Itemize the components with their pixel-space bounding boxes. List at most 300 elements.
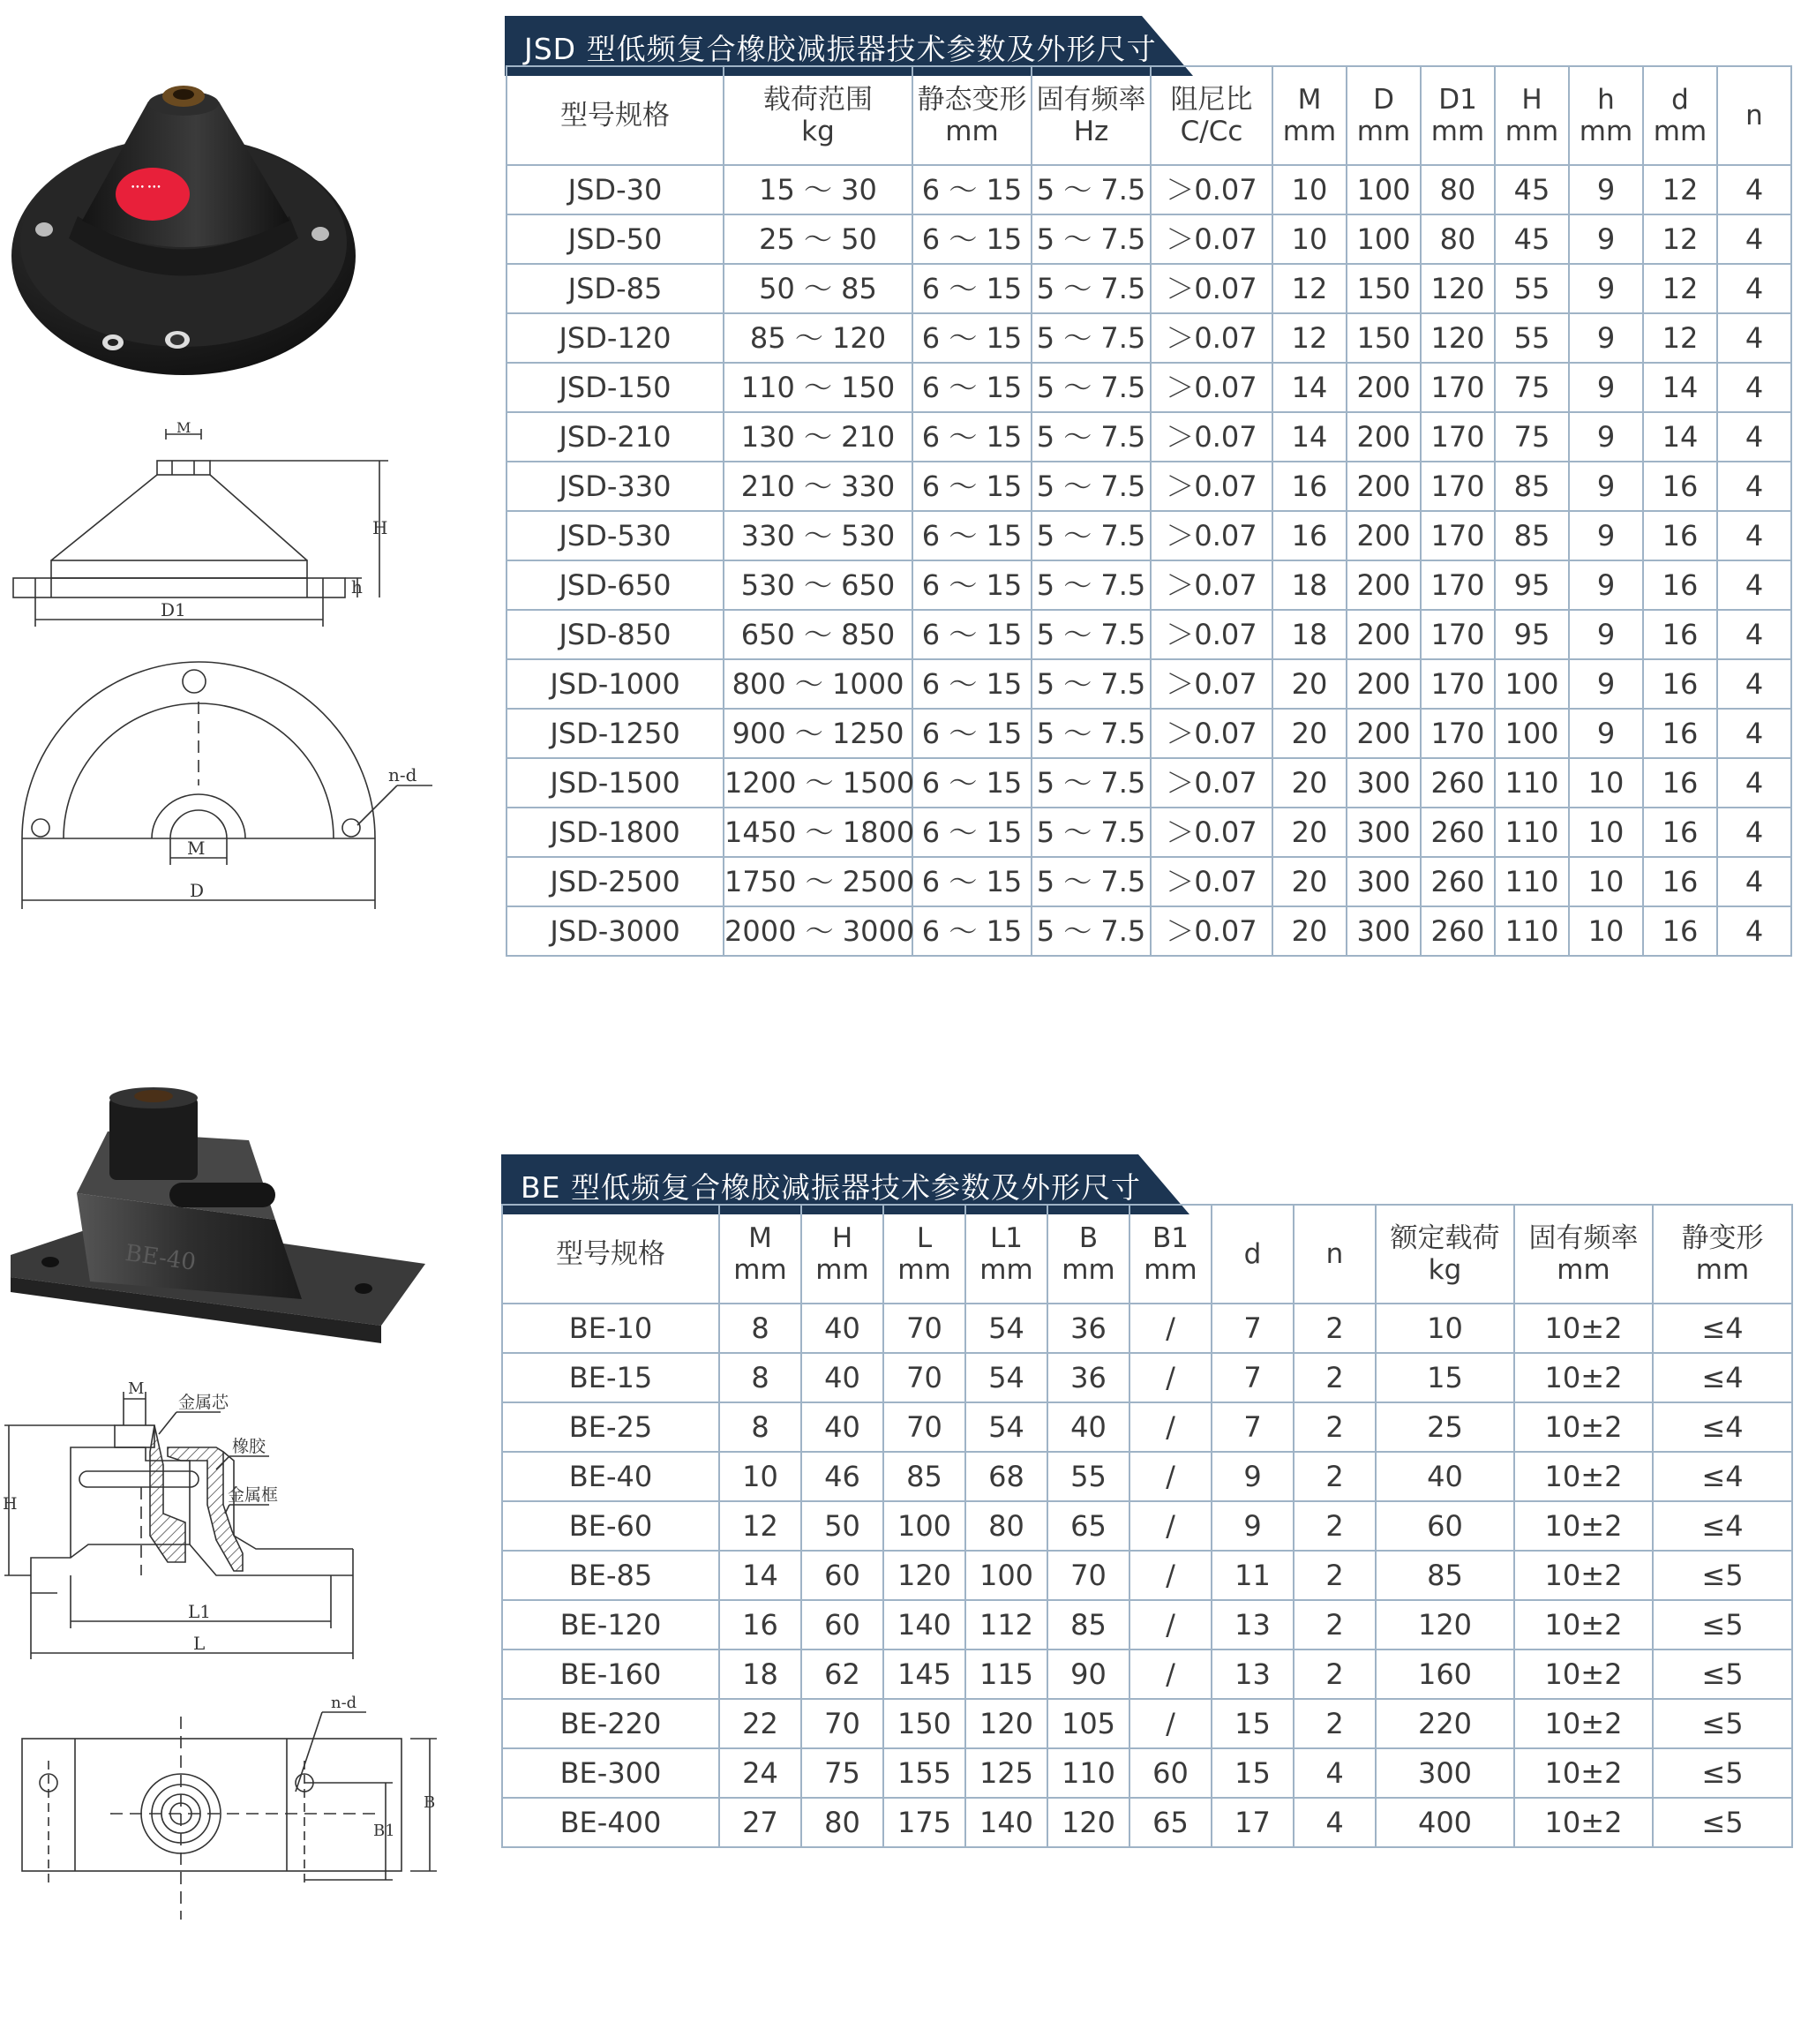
be-table-cell: 120 <box>1376 1600 1514 1649</box>
be-table-cell: 15 <box>1212 1748 1294 1798</box>
jsd-dim-m: M <box>176 419 191 436</box>
jsd-table-cell: 16 <box>1643 808 1717 857</box>
be-table-cell: 7 <box>1212 1304 1294 1353</box>
jsd-table-cell: 4 <box>1717 511 1791 560</box>
jsd-table-cell: 260 <box>1421 808 1495 857</box>
jsd-table-cell: 5 ～ 7.5 <box>1032 363 1151 412</box>
jsd-table-row <box>507 659 1791 709</box>
be-table-cell: 68 <box>965 1452 1047 1501</box>
jsd-table-cell: ＞0.07 <box>1151 412 1272 462</box>
be-table-row <box>502 1452 1792 1501</box>
be-table-cell: 2 <box>1294 1353 1376 1402</box>
jsd-table-cell: 300 <box>1347 808 1421 857</box>
jsd-table-cell: 85 <box>1495 462 1569 511</box>
jsd-table-cell: 9 <box>1569 165 1643 214</box>
jsd-table-cell: 6 ～ 15 <box>912 857 1032 906</box>
jsd-table-cell: 5 ～ 7.5 <box>1032 758 1151 808</box>
be-table-cell: 40 <box>801 1353 883 1402</box>
be-table-cell: 10±2 <box>1514 1501 1653 1551</box>
jsd-col-header-line: mm <box>1356 116 1411 147</box>
be-table-cell: 54 <box>965 1402 1047 1452</box>
jsd-table-cell: 170 <box>1421 412 1495 462</box>
be-table-cell: 4 <box>1294 1798 1376 1847</box>
jsd-col-header <box>1717 66 1791 165</box>
be-table-cell: 70 <box>883 1402 965 1452</box>
be-table-cell: 18 <box>719 1649 801 1699</box>
be-table-cell: BE-400 <box>502 1798 719 1847</box>
jsd-col-header <box>1643 66 1717 165</box>
jsd-table-cell: 6 ～ 15 <box>912 511 1032 560</box>
jsd-table-row <box>507 511 1791 560</box>
jsd-table-cell: 110 <box>1495 808 1569 857</box>
jsd-table-cell: 200 <box>1347 412 1421 462</box>
be-table-cell: 70 <box>1047 1551 1129 1600</box>
be-table-cell: 125 <box>965 1748 1047 1798</box>
be-table-cell: BE-10 <box>502 1304 719 1353</box>
be-table-cell: 120 <box>1047 1798 1129 1847</box>
be-table-cell: 15 <box>1376 1353 1514 1402</box>
jsd-table-cell: 12 <box>1643 313 1717 363</box>
jsd-table-cell: 4 <box>1717 412 1791 462</box>
jsd-table-cell: JSD-3000 <box>507 906 724 956</box>
be-table-cell: / <box>1129 1452 1212 1501</box>
jsd-table-cell: JSD-1000 <box>507 659 724 709</box>
jsd-table-cell: ＞0.07 <box>1151 808 1272 857</box>
jsd-table-cell: 6 ～ 15 <box>912 412 1032 462</box>
be-col-header <box>1129 1205 1212 1304</box>
be-table-row <box>502 1600 1792 1649</box>
be-col-header <box>719 1205 801 1304</box>
jsd-table-cell: 260 <box>1421 906 1495 956</box>
be-col-header-line: L <box>916 1222 933 1254</box>
jsd-table-cell: 50 ～ 85 <box>724 264 912 313</box>
jsd-table-cell: 120 <box>1421 264 1495 313</box>
jsd-table-cell: 18 <box>1272 610 1347 659</box>
be-table-cell: 400 <box>1376 1798 1514 1847</box>
be-col-header-line: mm <box>733 1254 787 1286</box>
jsd-dim-d: D <box>190 880 205 901</box>
be-col-header-line: mm <box>1062 1254 1115 1286</box>
jsd-table-cell: ＞0.07 <box>1151 462 1272 511</box>
be-table-cell: 65 <box>1129 1798 1212 1847</box>
jsd-table-cell: 12 <box>1272 264 1347 313</box>
jsd-table-cell: 4 <box>1717 906 1791 956</box>
jsd-table-cell: 16 <box>1272 511 1347 560</box>
jsd-table-row <box>507 264 1791 313</box>
be-table-cell: 17 <box>1212 1798 1294 1847</box>
jsd-table-cell: 5 ～ 7.5 <box>1032 808 1151 857</box>
jsd-table-cell: 6 ～ 15 <box>912 758 1032 808</box>
jsd-table-cell: 16 <box>1643 709 1717 758</box>
be-table-cell: 120 <box>883 1551 965 1600</box>
jsd-table-cell: 530 ～ 650 <box>724 560 912 610</box>
be-table-cell: / <box>1129 1402 1212 1452</box>
be-table-cell: 160 <box>1376 1649 1514 1699</box>
jsd-table-cell: 200 <box>1347 363 1421 412</box>
jsd-table-cell: 80 <box>1421 165 1495 214</box>
jsd-table-cell: 5 ～ 7.5 <box>1032 462 1151 511</box>
be-table-cell: 11 <box>1212 1551 1294 1600</box>
be-col-header <box>1294 1205 1376 1304</box>
be-product-mark: BE-40 <box>123 1239 198 1276</box>
be-col-header-line: mm <box>979 1254 1033 1286</box>
jsd-table-cell: ＞0.07 <box>1151 659 1272 709</box>
jsd-table-row <box>507 808 1791 857</box>
jsd-table-cell: JSD-210 <box>507 412 724 462</box>
jsd-col-header <box>912 66 1032 165</box>
be-table-cell: 60 <box>801 1551 883 1600</box>
jsd-table-cell: ＞0.07 <box>1151 511 1272 560</box>
be-table-cell: 110 <box>1047 1748 1129 1798</box>
jsd-table-cell: 14 <box>1272 412 1347 462</box>
jsd-table-cell: ＞0.07 <box>1151 165 1272 214</box>
be-dim-b1: B1 <box>373 1822 395 1840</box>
jsd-table-cell: 200 <box>1347 462 1421 511</box>
jsd-table-cell: JSD-50 <box>507 214 724 264</box>
jsd-table-cell: JSD-1250 <box>507 709 724 758</box>
be-col-header-line: mm <box>1557 1254 1610 1286</box>
be-table-cell: 25 <box>1376 1402 1514 1452</box>
jsd-table-cell: 14 <box>1643 412 1717 462</box>
be-table-cell: / <box>1129 1600 1212 1649</box>
be-table-cell: 2 <box>1294 1304 1376 1353</box>
jsd-table-cell: 80 <box>1421 214 1495 264</box>
be-table-cell: ≤4 <box>1653 1452 1792 1501</box>
jsd-table-cell: 100 <box>1495 659 1569 709</box>
be-col-header-line: M <box>748 1222 772 1254</box>
be-table-cell: ≤4 <box>1653 1501 1792 1551</box>
jsd-table-cell: 900 ～ 1250 <box>724 709 912 758</box>
jsd-table-cell: 200 <box>1347 610 1421 659</box>
be-table-cell: 2 <box>1294 1551 1376 1600</box>
be-table-cell: 65 <box>1047 1501 1129 1551</box>
be-col-header-line: 型号规格 <box>556 1238 665 1270</box>
be-table-cell: 15 <box>1212 1699 1294 1748</box>
jsd-table-cell: 5 ～ 7.5 <box>1032 560 1151 610</box>
be-product-photo <box>11 1087 425 1343</box>
jsd-table-cell: 95 <box>1495 610 1569 659</box>
be-table-row <box>502 1353 1792 1402</box>
jsd-table-cell: 6 ～ 15 <box>912 214 1032 264</box>
be-dim-nd: n-d <box>331 1694 357 1712</box>
be-table-cell: BE-25 <box>502 1402 719 1452</box>
jsd-table-cell: 170 <box>1421 659 1495 709</box>
jsd-col-header-line: mm <box>1282 116 1337 147</box>
jsd-table-cell: 9 <box>1569 610 1643 659</box>
jsd-col-header-line: Hz <box>1073 116 1109 147</box>
be-table-cell: 220 <box>1376 1699 1514 1748</box>
jsd-table-cell: 6 ～ 15 <box>912 462 1032 511</box>
jsd-table-cell: ＞0.07 <box>1151 560 1272 610</box>
jsd-table-cell: 150 <box>1347 264 1421 313</box>
be-table-cell: 175 <box>883 1798 965 1847</box>
be-table-cell: 7 <box>1212 1353 1294 1402</box>
jsd-table-cell: 170 <box>1421 511 1495 560</box>
jsd-table-cell: ＞0.07 <box>1151 906 1272 956</box>
jsd-table-cell: 200 <box>1347 560 1421 610</box>
jsd-table-cell: 4 <box>1717 363 1791 412</box>
jsd-table-cell: 9 <box>1569 214 1643 264</box>
jsd-table-cell: 6 ～ 15 <box>912 906 1032 956</box>
be-table-row <box>502 1748 1792 1798</box>
jsd-side-drawing <box>9 419 397 635</box>
jsd-col-header-line: d <box>1671 84 1689 116</box>
be-col-header-line: mm <box>815 1254 869 1286</box>
jsd-table-cell: 20 <box>1272 659 1347 709</box>
be-table-cell: 300 <box>1376 1748 1514 1798</box>
jsd-table-cell: 170 <box>1421 363 1495 412</box>
jsd-table-cell: 1750 ～ 2500 <box>724 857 912 906</box>
be-table-cell: 70 <box>883 1353 965 1402</box>
be-table-cell: ≤5 <box>1653 1600 1792 1649</box>
jsd-table-cell: 16 <box>1643 560 1717 610</box>
be-col-header <box>1514 1205 1653 1304</box>
be-table-cell: 85 <box>1376 1551 1514 1600</box>
jsd-table-row <box>507 857 1791 906</box>
jsd-table-row <box>507 412 1791 462</box>
jsd-table-cell: 10 <box>1272 214 1347 264</box>
be-label-frame: 金属框 <box>228 1485 279 1505</box>
jsd-col-header <box>724 66 912 165</box>
be-col-header <box>801 1205 883 1304</box>
be-table-cell: BE-300 <box>502 1748 719 1798</box>
jsd-table-cell: JSD-850 <box>507 610 724 659</box>
be-table-cell: BE-85 <box>502 1551 719 1600</box>
jsd-table-cell: 14 <box>1272 363 1347 412</box>
jsd-table-cell: 260 <box>1421 758 1495 808</box>
be-table-cell: ≤5 <box>1653 1748 1792 1798</box>
be-col-header <box>1047 1205 1129 1304</box>
jsd-table-cell: 5 ～ 7.5 <box>1032 264 1151 313</box>
jsd-table-row <box>507 758 1791 808</box>
jsd-table-cell: 18 <box>1272 560 1347 610</box>
jsd-table-cell: 110 <box>1495 857 1569 906</box>
be-table-cell: / <box>1129 1304 1212 1353</box>
be-title: BE 型低频复合橡胶减振器技术参数及外形尺寸 <box>521 1170 1141 1205</box>
jsd-table-cell: 210 ～ 330 <box>724 462 912 511</box>
be-table-cell: 10±2 <box>1514 1699 1653 1748</box>
jsd-title: JSD 型低频复合橡胶减振器技术参数及外形尺寸 <box>524 32 1157 66</box>
be-col-header-line: H <box>831 1222 853 1254</box>
jsd-table-cell: 4 <box>1717 313 1791 363</box>
be-label-core: 金属芯 <box>178 1393 229 1412</box>
jsd-table-cell: JSD-1800 <box>507 808 724 857</box>
jsd-table-cell: 4 <box>1717 857 1791 906</box>
be-table-cell: ≤4 <box>1653 1304 1792 1353</box>
be-col-header-line: n <box>1325 1238 1344 1270</box>
be-table-cell: 10 <box>719 1452 801 1501</box>
jsd-table-cell: 75 <box>1495 363 1569 412</box>
jsd-table-cell: 45 <box>1495 214 1569 264</box>
jsd-table-cell: 6 ～ 15 <box>912 808 1032 857</box>
be-table-cell: / <box>1129 1699 1212 1748</box>
jsd-table-cell: ＞0.07 <box>1151 709 1272 758</box>
jsd-table-cell: 1450 ～ 1800 <box>724 808 912 857</box>
be-table-cell: 2 <box>1294 1452 1376 1501</box>
be-col-header-line: d <box>1243 1238 1262 1270</box>
be-col-header <box>1653 1205 1792 1304</box>
jsd-table-cell: 25 ～ 50 <box>724 214 912 264</box>
jsd-table-cell: 5 ～ 7.5 <box>1032 313 1151 363</box>
be-table-cell: 13 <box>1212 1600 1294 1649</box>
be-table-cell: 150 <box>883 1699 965 1748</box>
jsd-table-cell: 16 <box>1643 758 1717 808</box>
jsd-table-cell: 9 <box>1569 560 1643 610</box>
be-table-cell: 40 <box>801 1304 883 1353</box>
be-table-cell: 10±2 <box>1514 1452 1653 1501</box>
be-table-cell: 100 <box>883 1501 965 1551</box>
jsd-table-cell: 4 <box>1717 264 1791 313</box>
jsd-table-cell: 300 <box>1347 758 1421 808</box>
jsd-table-cell: 170 <box>1421 610 1495 659</box>
be-col-header <box>1212 1205 1294 1304</box>
be-table-cell: 75 <box>801 1748 883 1798</box>
be-side-drawing <box>4 1372 393 1672</box>
jsd-table-cell: ＞0.07 <box>1151 264 1272 313</box>
jsd-table-cell: 5 ～ 7.5 <box>1032 511 1151 560</box>
be-table-cell: 2 <box>1294 1649 1376 1699</box>
jsd-table-cell: 130 ～ 210 <box>724 412 912 462</box>
jsd-table-cell: 260 <box>1421 857 1495 906</box>
jsd-col-header-line: M <box>1297 84 1322 116</box>
be-table-cell: 27 <box>719 1798 801 1847</box>
be-table-cell: 36 <box>1047 1353 1129 1402</box>
be-table-cell: ≤4 <box>1653 1353 1792 1402</box>
jsd-table-cell: 14 <box>1643 363 1717 412</box>
jsd-table-cell: 4 <box>1717 610 1791 659</box>
be-table-cell: 10±2 <box>1514 1353 1653 1402</box>
jsd-product-photo <box>7 84 360 384</box>
jsd-table-cell: 85 <box>1495 511 1569 560</box>
be-table-cell: 54 <box>965 1353 1047 1402</box>
jsd-table-cell: JSD-2500 <box>507 857 724 906</box>
be-col-header-line: L1 <box>990 1222 1023 1254</box>
be-col-header <box>502 1205 719 1304</box>
be-table-cell: 10±2 <box>1514 1748 1653 1798</box>
be-table-cell: 10 <box>1376 1304 1514 1353</box>
jsd-table-cell: 200 <box>1347 511 1421 560</box>
jsd-table-cell: 9 <box>1569 363 1643 412</box>
jsd-col-header <box>1421 66 1495 165</box>
jsd-table-cell: 100 <box>1347 165 1421 214</box>
jsd-table-cell: JSD-1500 <box>507 758 724 808</box>
be-table-cell: BE-120 <box>502 1600 719 1649</box>
be-table-cell: / <box>1129 1551 1212 1600</box>
svg-text:••• •••: ••• ••• <box>131 184 161 192</box>
jsd-col-header <box>1272 66 1347 165</box>
jsd-table-cell: 10 <box>1272 165 1347 214</box>
jsd-table-cell: 55 <box>1495 264 1569 313</box>
be-table-cell: 70 <box>883 1304 965 1353</box>
jsd-table-cell: JSD-85 <box>507 264 724 313</box>
be-table-cell: 10±2 <box>1514 1304 1653 1353</box>
be-dim-b: B <box>424 1793 436 1812</box>
jsd-table-cell: 55 <box>1495 313 1569 363</box>
be-table-cell: 80 <box>801 1798 883 1847</box>
be-table-cell: ≤4 <box>1653 1402 1792 1452</box>
jsd-table-cell: 200 <box>1347 709 1421 758</box>
jsd-col-header-line: mm <box>1505 116 1559 147</box>
jsd-table-cell: 5 ～ 7.5 <box>1032 412 1151 462</box>
be-table-cell: 100 <box>965 1551 1047 1600</box>
be-table-row <box>502 1699 1792 1748</box>
jsd-table-cell: 9 <box>1569 659 1643 709</box>
jsd-col-header-line: D <box>1373 84 1394 116</box>
be-table-cell: BE-15 <box>502 1353 719 1402</box>
be-col-header-line: kg <box>1428 1254 1462 1286</box>
jsd-table-cell: 16 <box>1643 857 1717 906</box>
jsd-table-cell: 5 ～ 7.5 <box>1032 610 1151 659</box>
be-table-cell: BE-40 <box>502 1452 719 1501</box>
jsd-col-header <box>1569 66 1643 165</box>
be-table-cell: 115 <box>965 1649 1047 1699</box>
be-table-row <box>502 1501 1792 1551</box>
jsd-table-cell: 12 <box>1643 165 1717 214</box>
jsd-table-cell: 95 <box>1495 560 1569 610</box>
be-col-header-line: 固有频率 <box>1528 1222 1639 1254</box>
jsd-table-cell: 12 <box>1643 214 1717 264</box>
jsd-table-cell: 5 ～ 7.5 <box>1032 165 1151 214</box>
be-table-cell: 10±2 <box>1514 1600 1653 1649</box>
be-table-cell: 70 <box>801 1699 883 1748</box>
jsd-col-header <box>1151 66 1272 165</box>
jsd-table-cell: 10 <box>1569 857 1643 906</box>
be-label-rubber: 橡胶 <box>232 1437 266 1456</box>
be-col-header-line: mm <box>1695 1254 1750 1286</box>
jsd-table-cell: 150 <box>1347 313 1421 363</box>
be-table-cell: 85 <box>1047 1600 1129 1649</box>
be-table-cell: 13 <box>1212 1649 1294 1699</box>
be-table-row <box>502 1798 1792 1847</box>
jsd-table-cell: 110 <box>1495 758 1569 808</box>
be-table-cell: 60 <box>801 1600 883 1649</box>
jsd-col-header <box>1347 66 1421 165</box>
be-table-cell: / <box>1129 1353 1212 1402</box>
jsd-col-header <box>507 66 724 165</box>
jsd-table-cell: 6 ～ 15 <box>912 363 1032 412</box>
jsd-col-header-line: mm <box>945 116 999 147</box>
jsd-col-header-line: mm <box>1430 116 1485 147</box>
jsd-table-row <box>507 214 1791 264</box>
be-table-cell: 140 <box>965 1798 1047 1847</box>
be-col-header-line: B <box>1078 1222 1099 1254</box>
be-table-cell: 40 <box>1376 1452 1514 1501</box>
jsd-table-cell: 4 <box>1717 462 1791 511</box>
be-table-cell: BE-220 <box>502 1699 719 1748</box>
be-table-cell: 40 <box>1047 1402 1129 1452</box>
jsd-table-cell: 4 <box>1717 165 1791 214</box>
be-dim-m: M <box>128 1379 145 1398</box>
be-table-cell: / <box>1129 1649 1212 1699</box>
jsd-table-row <box>507 462 1791 511</box>
jsd-table-cell: 4 <box>1717 808 1791 857</box>
jsd-table-cell: 9 <box>1569 462 1643 511</box>
jsd-table-row <box>507 906 1791 956</box>
be-dim-h: H <box>3 1494 18 1514</box>
be-table-cell: 36 <box>1047 1304 1129 1353</box>
jsd-table-cell: 300 <box>1347 857 1421 906</box>
jsd-table-cell: ＞0.07 <box>1151 363 1272 412</box>
be-dim-l: L <box>193 1633 206 1654</box>
jsd-col-header-line: mm <box>1653 116 1707 147</box>
be-col-header-line: mm <box>897 1254 951 1286</box>
jsd-table-cell: ＞0.07 <box>1151 214 1272 264</box>
be-table-cell: / <box>1129 1501 1212 1551</box>
jsd-table-cell: 170 <box>1421 462 1495 511</box>
jsd-table-cell: 20 <box>1272 709 1347 758</box>
jsd-table-row <box>507 313 1791 363</box>
jsd-table-cell: 4 <box>1717 560 1791 610</box>
